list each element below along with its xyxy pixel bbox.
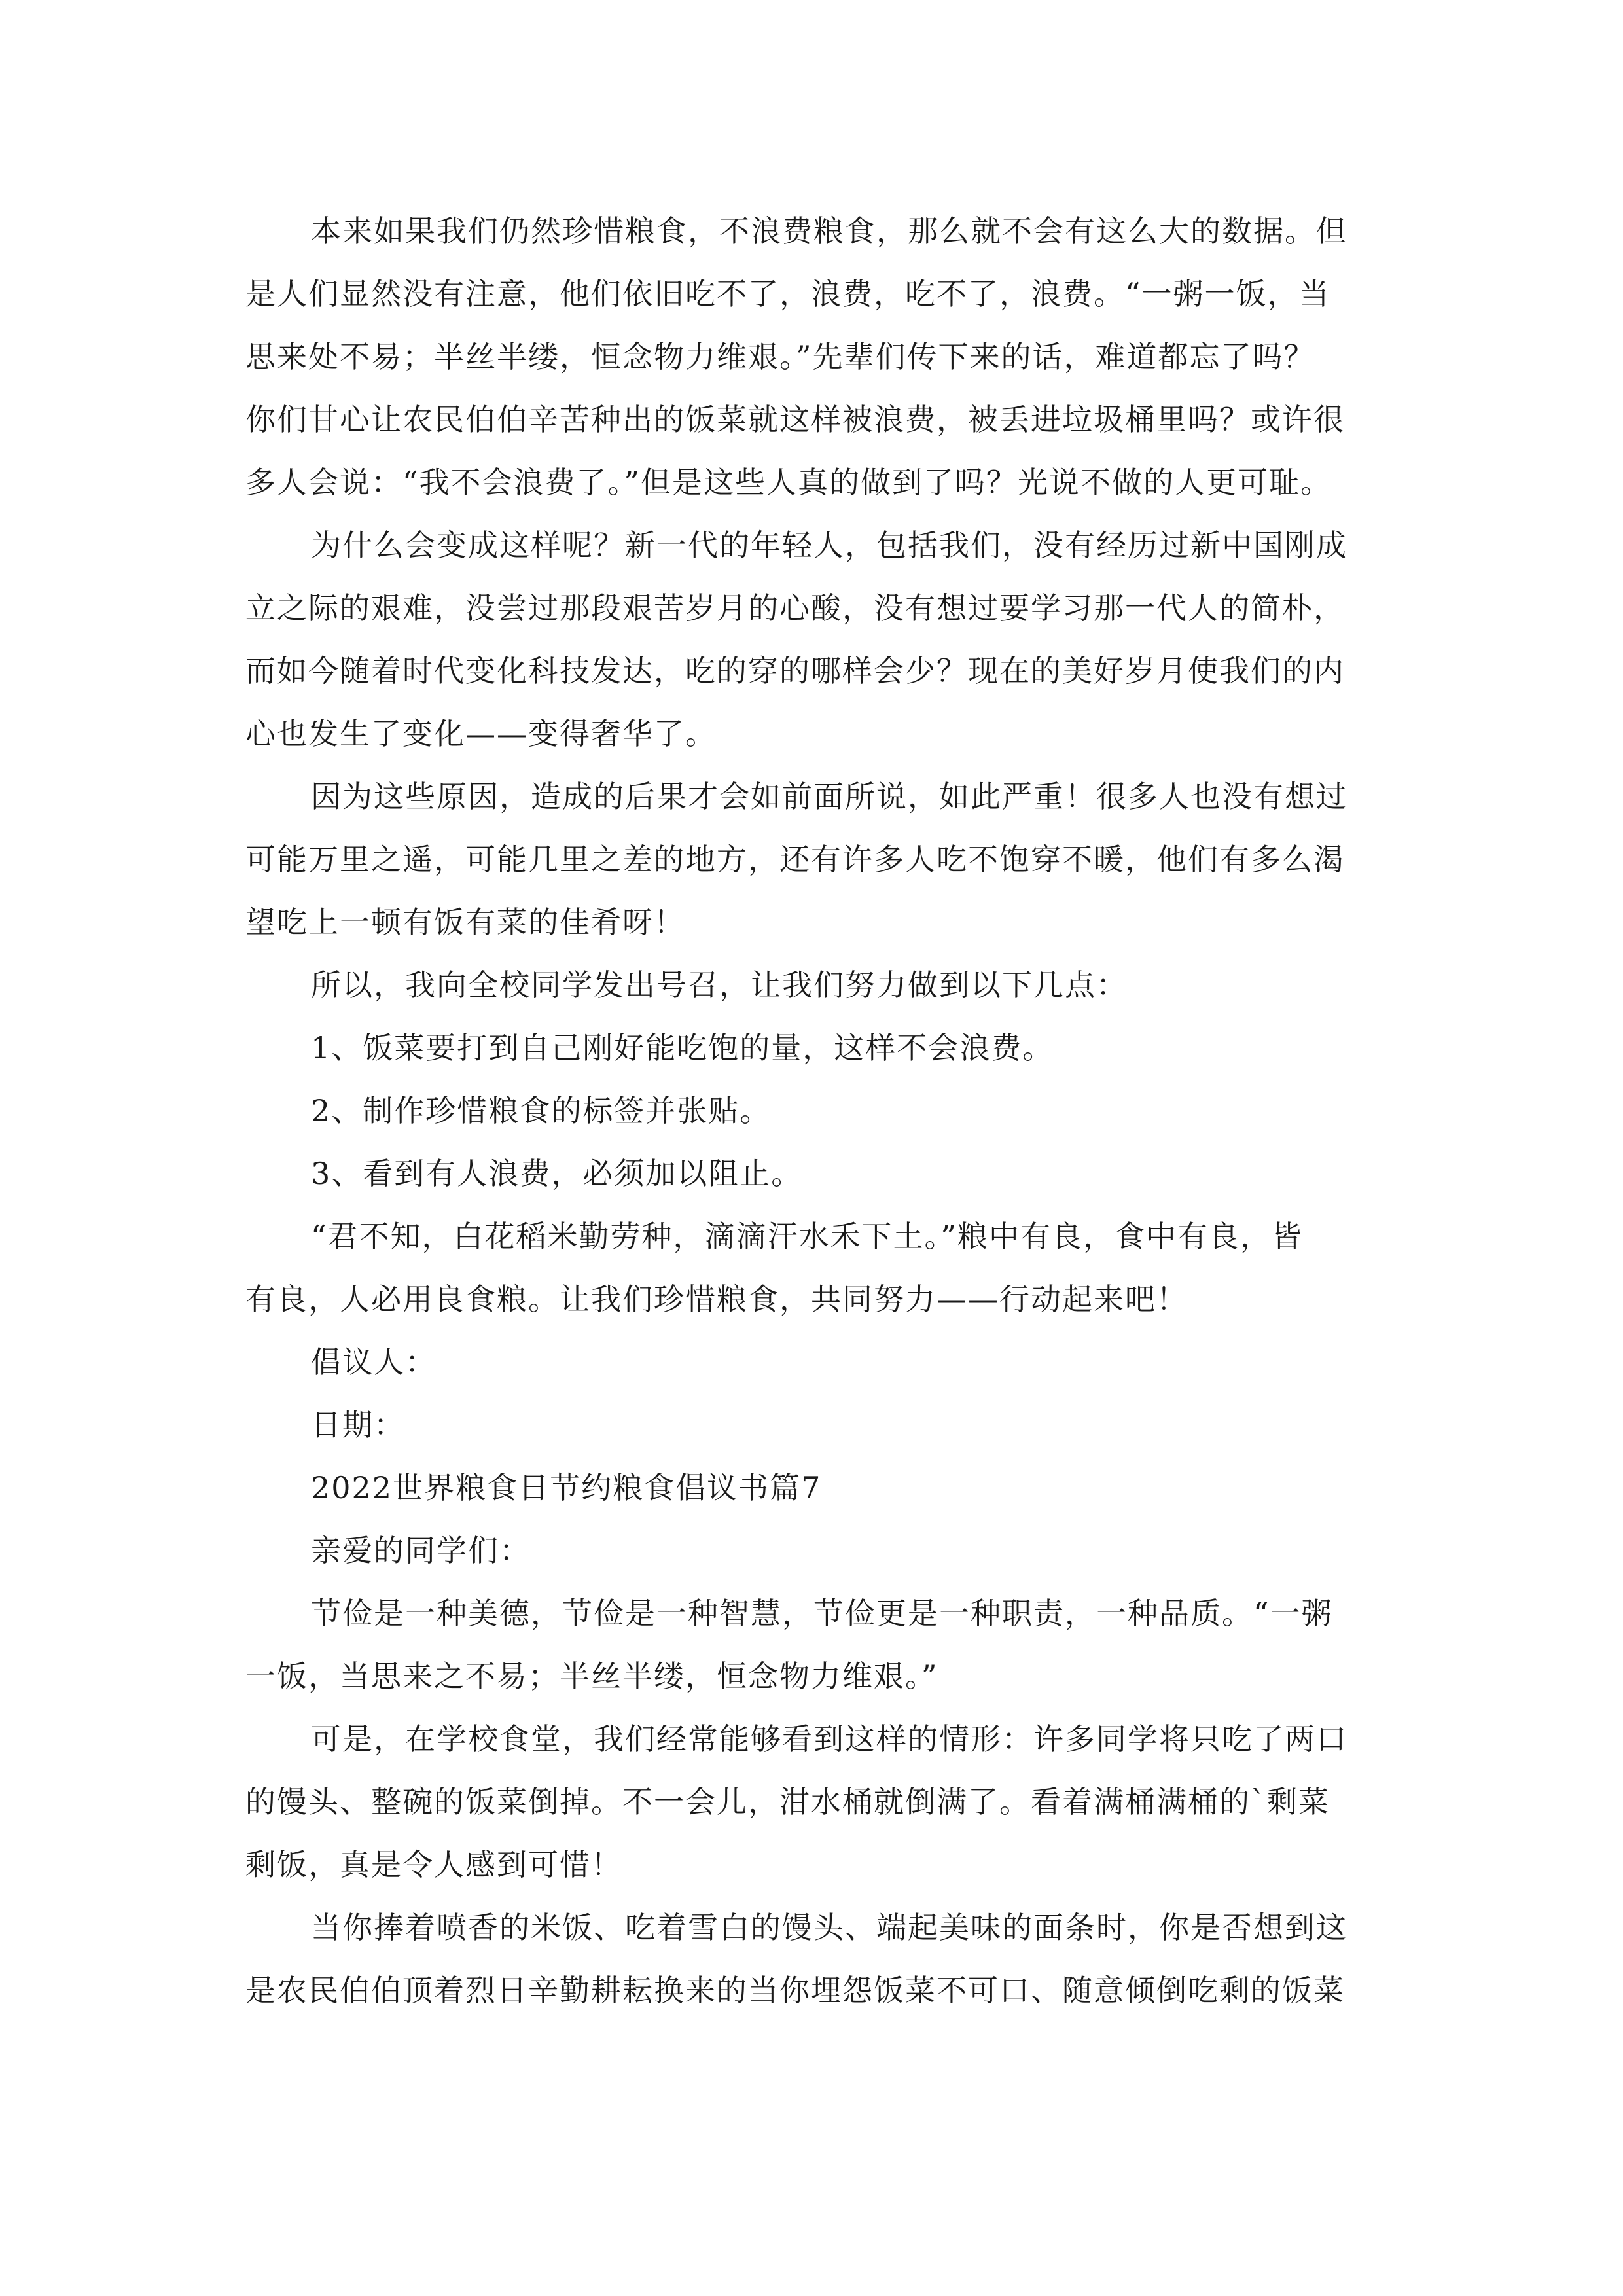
text-line: 的馒头、整碗的饭菜倒掉。不一会儿，泔水桶就倒满了。看着满桶满桶的`剩菜 — [245, 1784, 1330, 1820]
text-line: 当你捧着喷香的米饭、吃着雪白的馒头、端起美味的面条时，你是否想到这 — [311, 1910, 1347, 1945]
text-line: 1、饭菜要打到自己刚好能吃饱的量，这样不会浪费。 — [311, 1030, 1054, 1066]
text-line: 剩饭，真是令人感到可惜！ — [245, 1847, 622, 1882]
text-line: 是农民伯伯顶着烈日辛勤耕耘换来的当你埋怨饭菜不可口、随意倾倒吃剩的饭菜 — [245, 1973, 1345, 2008]
text-line: 有良，人必用良食粮。让我们珍惜粮食，共同努力——行动起来吧！ — [245, 1282, 1188, 1317]
text-line: 日期： — [311, 1407, 405, 1443]
text-line: 一饭，当思来之不易；半丝半缕，恒念物力维艰。” — [245, 1659, 938, 1694]
salutation: 亲爱的同学们： — [311, 1533, 531, 1568]
text-line: 思来处不易；半丝半缕，恒念物力维艰。”先辈们传下来的话，难道都忘了吗？ — [245, 339, 1315, 374]
text-line: 你们甘心让农民伯伯辛苦种出的饭菜就这样被浪费，被丢进垃圾桶里吗？或许很 — [245, 402, 1345, 437]
text-line: 为什么会变成这样呢？新一代的年轻人，包括我们，没有经历过新中国刚成 — [311, 528, 1347, 563]
text-line: 而如今随着时代变化科技发达，吃的穿的哪样会少？现在的美好岁月使我们的内 — [245, 653, 1345, 689]
text-line: 倡议人： — [311, 1344, 437, 1380]
text-line: 本来如果我们仍然珍惜粮食，不浪费粮食，那么就不会有这么大的数据。但 — [311, 213, 1347, 249]
text-line: 因为这些原因，造成的后果才会如前面所说，如此严重！很多人也没有想过 — [311, 779, 1347, 814]
text-line: 节俭是一种美德，节俭是一种智慧，节俭更是一种职责，一种品质。“一粥 — [311, 1596, 1333, 1631]
text-line: 望吃上一顿有饭有菜的佳肴呀！ — [245, 905, 685, 940]
text-line: 可是，在学校食堂，我们经常能够看到这样的情形：许多同学将只吃了两口 — [311, 1721, 1347, 1757]
text-line: “君不知，白花稻米勤劳种，滴滴汗水禾下土。”粮中有良，食中有良，皆 — [311, 1219, 1304, 1254]
section-heading: 2022世界粮食日节约粮食倡议书篇7 — [311, 1470, 822, 1505]
text-line: 多人会说：“我不会浪费了。”但是这些人真的做到了吗？光说不做的人更可耻。 — [245, 465, 1332, 500]
text-line: 2、制作珍惜粮食的标签并张贴。 — [311, 1093, 772, 1128]
text-line: 立之际的艰难，没尝过那段艰苦岁月的心酸，没有想过要学习那一代人的简朴， — [245, 590, 1345, 626]
text-line: 可能万里之遥，可能几里之差的地方，还有许多人吃不饱穿不暖，他们有多么渴 — [245, 842, 1345, 877]
text-line: 3、看到有人浪费，必须加以阻止。 — [311, 1156, 803, 1191]
text-line: 心也发生了变化——变得奢华了。 — [245, 716, 717, 751]
text-line: 所以，我向全校同学发出号召，让我们努力做到以下几点： — [311, 967, 1128, 1003]
text-line: 是人们显然没有注意，他们依旧吃不了，浪费，吃不了，浪费。“一粥一饭，当 — [245, 276, 1330, 312]
